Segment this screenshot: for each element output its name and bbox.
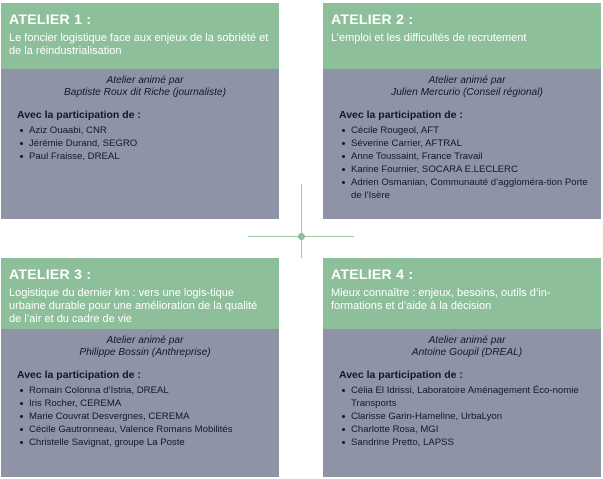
atelier-card-body	[1, 329, 279, 477]
atelier-card-header	[1, 3, 279, 69]
animator-intro: Atelier animé par	[428, 335, 506, 346]
atelier-card-1	[1, 3, 279, 219]
participant-list	[339, 124, 595, 202]
atelier-subtitle: Mieux connaître : enjeux, besoins, outils d’in-formations et d’aide à la décision	[331, 287, 551, 312]
participant-item: Karine Fournier, SOCARA E.LECLERC	[349, 163, 595, 176]
animator-name: Julien Mercurio (Conseil régional)	[391, 87, 543, 98]
divider-center-dot	[298, 233, 305, 240]
atelier-card-header	[323, 3, 601, 69]
animator-name: Antoine Goupil (DREAL)	[411, 347, 523, 358]
participation-label: Avec la participation de :	[339, 109, 463, 121]
participation-label: Avec la participation de :	[17, 369, 141, 381]
atelier-subtitle: Le foncier logistique face aux enjeux de la sobriété et de la réindustrialisation	[9, 32, 269, 57]
atelier-card-body	[1, 69, 279, 219]
participant-item: Cécile Rougeol, AFT	[349, 124, 595, 137]
participant-list	[17, 124, 273, 163]
atelier-title: ATELIER 2 :	[331, 11, 414, 27]
participant-item: Clarisse Garin-Hameline, UrbaLyon	[349, 410, 595, 423]
atelier-card-header	[323, 258, 601, 329]
participant-item: Iris Rocher, CEREMA	[27, 397, 273, 410]
participant-item: Sandrine Pretto, LAPSS	[349, 436, 595, 449]
participant-item: Cécile Gautronneau, Valence Romans Mobilités	[27, 423, 273, 436]
animator-name: Philippe Bossin (Anthreprise)	[79, 347, 211, 358]
participant-item: Jérémie Durand, SEGRO	[27, 137, 273, 150]
atelier-subtitle: L’emploi et les difficultés de recrutement	[331, 32, 527, 44]
animator-name: Baptiste Roux dit Riche (journaliste)	[64, 87, 226, 98]
atelier-title: ATELIER 3 :	[9, 266, 92, 282]
participant-item: Paul Fraisse, DREAL	[27, 150, 273, 163]
participant-item: Séverine Carrier, AFTRAL	[349, 137, 595, 150]
animator-intro: Atelier animé par	[106, 75, 184, 86]
animator-intro: Atelier animé par	[428, 75, 506, 86]
divider-vertical	[301, 184, 302, 258]
participant-list	[339, 384, 595, 449]
atelier-card-body	[323, 329, 601, 477]
participant-item: Charlotte Rosa, MGI	[349, 423, 595, 436]
participant-item: Christelle Savignat, groupe La Poste	[27, 436, 273, 449]
animator-intro: Atelier animé par	[106, 335, 184, 346]
participant-list	[17, 384, 273, 449]
atelier-card-3	[1, 258, 279, 477]
participant-item: Anne Toussaint, France Travail	[349, 150, 595, 163]
participation-label: Avec la participation de :	[17, 109, 141, 121]
participation-label: Avec la participation de :	[339, 369, 463, 381]
participant-item: Romain Colonna d’Istria, DREAL	[27, 384, 273, 397]
atelier-card-4	[323, 258, 601, 477]
participant-item: Adrien Osmanian, Communauté d’aggloméra-tion Porte de l’Isère	[349, 176, 595, 202]
participant-item: Aziz Ouaabi, CNR	[27, 124, 273, 137]
participant-item: Marie Couvrat Desvergnes, CEREMA	[27, 410, 273, 423]
atelier-title: ATELIER 1 :	[9, 11, 92, 27]
atelier-card-body	[323, 69, 601, 219]
atelier-subtitle: Logistique du dernier km : vers une logis-tique urbaine durable pour une amélioration de la qualité de l’air et du cadre de vie	[9, 287, 258, 325]
atelier-title: ATELIER 4 :	[331, 266, 414, 282]
atelier-card-2	[323, 3, 601, 219]
participant-item: Célia El Idrissi, Laboratoire Aménagement Éco-nomie Transports	[349, 384, 595, 410]
atelier-card-header	[1, 258, 279, 329]
